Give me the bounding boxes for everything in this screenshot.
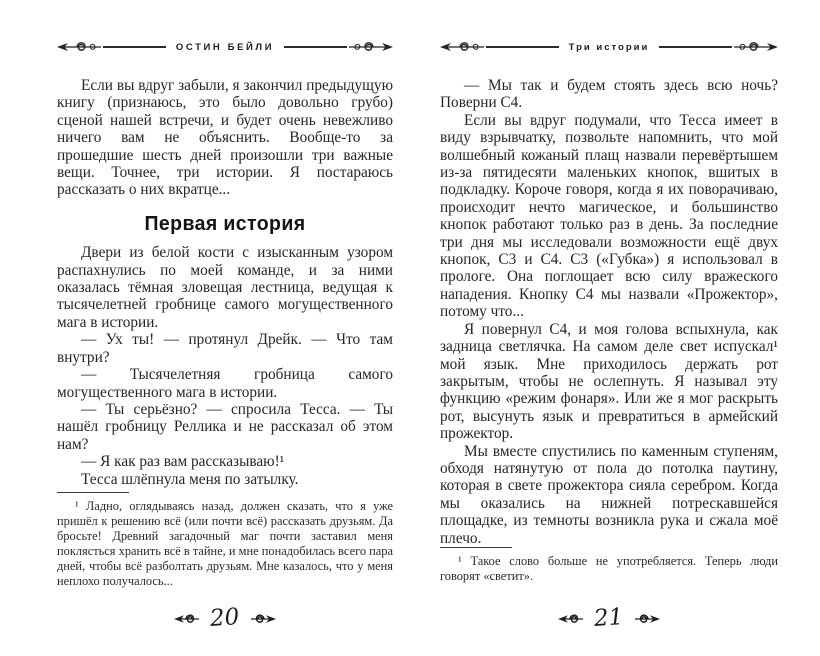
page-right xyxy=(410,0,820,656)
header-flourish-right-icon xyxy=(347,40,393,54)
page-body xyxy=(440,77,778,547)
page-number-ornament-left-icon xyxy=(558,612,585,626)
running-head-title: ОСТИН БЕЙЛИ xyxy=(175,41,275,53)
page-number-row xyxy=(0,604,410,632)
header-flourish-right-icon xyxy=(732,40,778,54)
running-head-left xyxy=(57,40,393,54)
footnote-text: ¹ Такое слово больше не употребляется. Теперь люди говорят «светит». xyxy=(440,554,778,583)
page-number-ornament-right-icon xyxy=(249,612,276,626)
footnote-text: ¹ Ладно, оглядываясь назад, должен сказать, что я уже пришёл к решению всё (или почти всё) рассказать друзьям. Да бросьте! Древний загадочный маг почти заставил меня поклясться хранить всё в тайне, и мне понадобилась всего пара дней, чтобы всё разболтать друзьям. Мне казалось, что у меня неплохо получалось... xyxy=(57,499,393,588)
paragraph: — Ты серьёзно? — спросила Тесса. — Ты нашёл гробницу Реллика и не рассказал об этом нам? xyxy=(57,400,393,453)
page-number-ornament-left-icon xyxy=(174,612,201,626)
header-rule xyxy=(284,46,347,47)
page-number: 20 xyxy=(209,604,241,632)
paragraph: — Ух ты! — протянул Дрейк. — Что там внутри? xyxy=(57,331,393,366)
page-number-row xyxy=(410,604,820,632)
footnote-rule xyxy=(57,492,129,493)
footnote-rule xyxy=(440,547,512,548)
running-head-right xyxy=(440,40,778,54)
paragraph: — Тысячелетняя гробница самого могущественного мага в истории. xyxy=(57,366,393,401)
paragraph: Я повернул С4, и моя голова вспыхнула, как задница светлячка. На самом деле свет испускал¹ мой язык. Мне приходилось держать рот закрытым, чтобы не ослепнуть. Я называл эту функцию «режим фонаря». Или же я мог раскрыть рот, высунуть язык и превратиться в армейский прожектор. xyxy=(440,320,778,443)
header-rule xyxy=(103,46,166,47)
page-body xyxy=(57,77,393,488)
section-heading: Первая история xyxy=(144,212,306,236)
header-flourish-left-icon xyxy=(440,40,486,54)
paragraph: — Мы так и будем стоять здесь всю ночь? Поверни С4. xyxy=(440,77,778,112)
footnote-block xyxy=(57,492,393,588)
page-number-ornament-right-icon xyxy=(633,612,660,626)
header-rule xyxy=(659,46,732,47)
paragraph: Двери из белой кости с изысканным узором распахнулись по моей команде, и за ними оказалась тёмная зловещая лестница, ведущая к тысячелетней гробнице самого могущественного мага в истории. xyxy=(57,244,393,331)
paragraph: Мы вместе спустились по каменным ступеням, обходя натянутую от пола до потолка паутину, которая в свете прожектора сияла серебром. Когда мы оказались на нижней потрескавшейся площадке, из темноты возникла рука и сжала моё плечо. xyxy=(440,442,778,547)
paragraph: — Я как раз вам рассказываю!¹ xyxy=(81,453,285,471)
header-rule xyxy=(486,46,559,47)
paragraph: Тесса шлёпнула меня по затылку. xyxy=(81,470,299,488)
header-flourish-left-icon xyxy=(57,40,103,54)
footnote-block xyxy=(440,547,778,584)
page-number: 21 xyxy=(593,604,625,632)
paragraph: Если вы вдруг забыли, я закончил предыдущую книгу (признаюсь, это было довольно грубо) сценой нашей встречи, и будет очень невежливо ничего вам не объяснить. Вообще-то за прошедшие шесть дней произошли три важные вещи. Точнее, три истории. Я постараюсь рассказать о них вкратце... xyxy=(57,77,393,199)
running-head-title: Три истории xyxy=(568,41,650,53)
paragraph: Если вы вдруг подумали, что Тесса имеет в виду взрывчатку, позвольте напомнить, что мой волшебный кожаный плащ назвали перевёртышем из-за пятидесяти маленьких кнопок, вшитых в подкладку. Короче говоря, когда я их поворачиваю, происходит нечто магическое, и большинство кнопок работают только раз в день. За последние три дня мы исследовали возможности ещё двух кнопок, С3 и С4. С3 («Губка») я использовал в прологе. Она поглощает всю силу вражеского нападения. Кнопку С4 мы назвали «Прожектор», потому что... xyxy=(440,111,778,321)
